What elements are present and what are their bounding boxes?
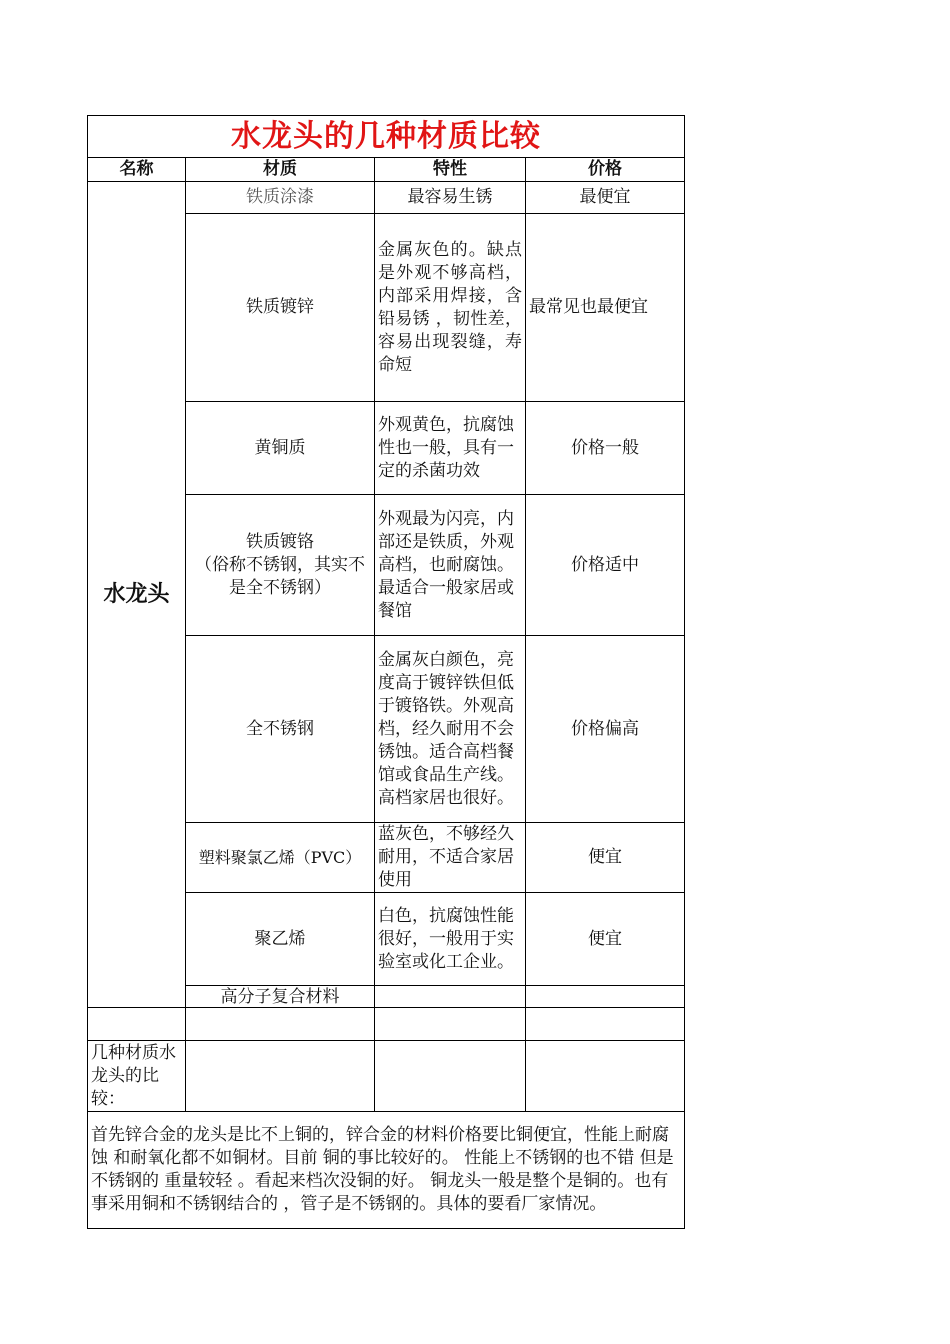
empty-cell bbox=[526, 1041, 685, 1112]
material-cell: 聚乙烯 bbox=[186, 893, 375, 986]
property-cell: 金属灰白颜色，亮度高于镀锌铁但低于镀铬铁。外观高档，经久耐用不会锈蚀。适合高档餐馆或食品生产线。高档家居也很好。 bbox=[375, 636, 526, 823]
category-cell: 水龙头 bbox=[88, 182, 186, 1008]
empty-cell bbox=[88, 1008, 186, 1041]
price-cell: 最便宜 bbox=[526, 182, 685, 214]
empty-cell bbox=[375, 1041, 526, 1112]
price-cell: 价格一般 bbox=[526, 402, 685, 495]
property-cell: 白色，抗腐蚀性能很好，一般用于实验室或化工企业。 bbox=[375, 893, 526, 986]
comparison-label: 几种材质水龙头的比较： bbox=[88, 1041, 186, 1112]
table-row bbox=[88, 182, 685, 214]
material-cell: 铁质涂漆 bbox=[186, 182, 375, 214]
price-cell: 价格偏高 bbox=[526, 636, 685, 823]
property-cell: 外观最为闪亮，内部还是铁质，外观高档，也耐腐蚀。 最适合一般家居或餐馆 bbox=[375, 495, 526, 636]
price-cell: 便宜 bbox=[526, 893, 685, 986]
empty-row bbox=[88, 1008, 685, 1041]
empty-cell bbox=[186, 1041, 375, 1112]
material-cell: 全不锈钢 bbox=[186, 636, 375, 823]
empty-cell bbox=[526, 1008, 685, 1041]
property-cell: 最容易生锈 bbox=[375, 182, 526, 214]
header-property: 特性 bbox=[375, 158, 526, 182]
header-price: 价格 bbox=[526, 158, 685, 182]
empty-cell bbox=[375, 1008, 526, 1041]
property-cell: 外观黄色，抗腐蚀性也一般，具有一定的杀菌功效 bbox=[375, 402, 526, 495]
header-name: 名称 bbox=[88, 158, 186, 182]
header-material: 材质 bbox=[186, 158, 375, 182]
empty-cell bbox=[186, 1008, 375, 1041]
property-cell: 金属灰色的。缺点是外观不够高档，内部采用焊接，含铅易锈 ，韧性差，容易出现裂缝，寿命短 bbox=[375, 214, 526, 402]
material-cell: 高分子复合材料 bbox=[186, 986, 375, 1008]
price-cell: 最常见也最便宜 bbox=[526, 214, 685, 402]
note-row bbox=[88, 1112, 685, 1229]
property-cell bbox=[375, 986, 526, 1008]
property-cell: 蓝灰色，不够经久耐用，不适合家居使用 bbox=[375, 823, 526, 893]
comparison-table bbox=[87, 115, 685, 1229]
note-text: 首先锌合金的龙头是比不上铜的，锌合金的材料价格要比铜便宜，性能上耐腐蚀 和耐氧化都不如铜材。目前 铜的事比较好的。 性能上不锈钢的也不错 但是不锈钢的 重量较轻 。看起来档次没铜的好。 铜龙头一般是整个是铜的。也有事采用铜和不锈钢结合的 ，管子是不锈钢的。具体的要看厂家情况。 bbox=[88, 1112, 685, 1229]
price-cell: 价格适中 bbox=[526, 495, 685, 636]
table-title: 水龙头的几种材质比较 bbox=[88, 116, 685, 158]
material-cell: 铁质镀锌 bbox=[186, 214, 375, 402]
material-cell: 黄铜质 bbox=[186, 402, 375, 495]
material-cell: 铁质镀铬 （俗称不锈钢，其实不是全不锈钢） bbox=[186, 495, 375, 636]
material-cell: 塑料聚氯乙烯（PVC） bbox=[186, 823, 375, 893]
comparison-row bbox=[88, 1041, 685, 1112]
price-cell: 便宜 bbox=[526, 823, 685, 893]
price-cell bbox=[526, 986, 685, 1008]
